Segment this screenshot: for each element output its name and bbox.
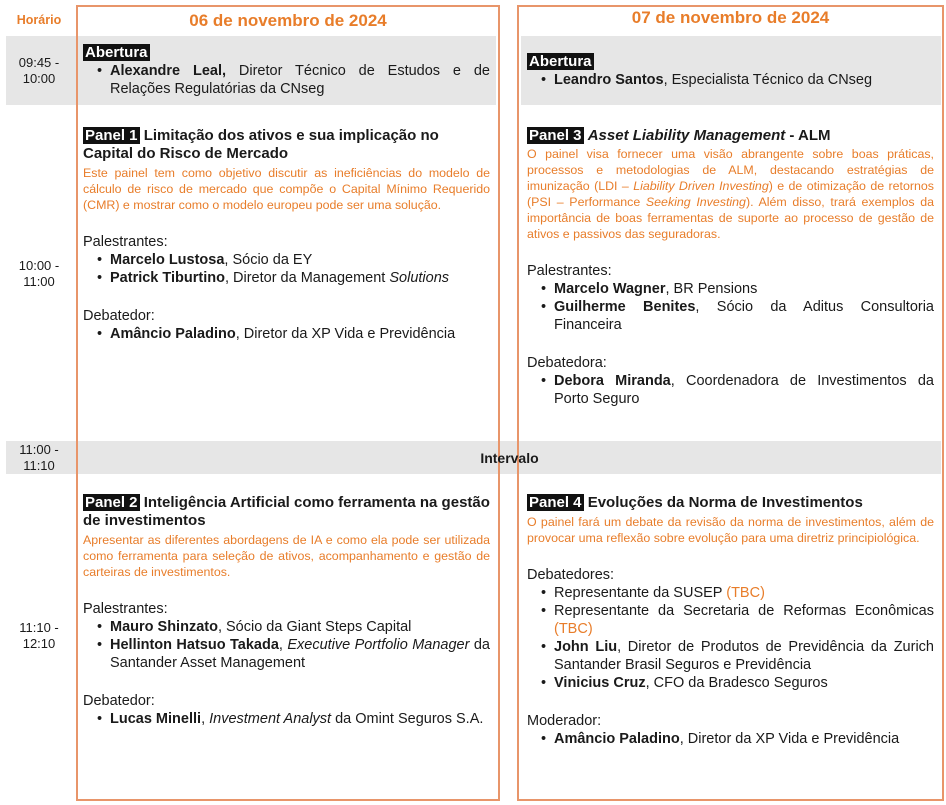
panel-description: O painel visa fornecer uma visão abrangente sobre boas práticas, processos e metodologias de ALM, destacando estratégias de imunização (LDI – Liability Driven Investing) e de otimização de retornos (PSI – Performance Seeking Investing). Além disso, trará exemplos da importância de boas ferramentas de suporte ao processo de gestão de ativos e passivos das seguradoras. xyxy=(527,147,935,241)
panel-description: Este painel tem como objetivo discutir as ineficiências do modelo de cálculo de risco de mercado que compõe o Capital Mínimo Requerido (CMR) e mostrar como o modelo europeu pode ser uma solução. xyxy=(83,166,490,212)
panel-title: Panel 2 Inteligência Artificial como ferramenta na gestão de investimentos xyxy=(83,494,490,529)
list-item: • Debora Miranda, Coordenadora de Investimentos da Porto Seguro xyxy=(527,372,934,408)
list-item: • John Liu, Diretor de Produtos de Previdência da Zurich Santander Brasil Seguros e Previdência xyxy=(527,638,934,674)
panel-title: Panel 3 Asset Liability Management - ALM xyxy=(529,127,831,144)
list-item: • Leandro Santos, Especialista Técnico da CNseg xyxy=(527,71,934,89)
abertura-label: Abertura xyxy=(85,44,148,61)
debater-label: Debatedor: xyxy=(83,693,155,709)
time-slot-3: 11:00 - 11:10 xyxy=(19,442,59,473)
list-item: • Marcelo Lustosa, Sócio da EY xyxy=(83,251,490,269)
moderator-label: Moderador: xyxy=(527,713,602,729)
speakers-label: Palestrantes: xyxy=(527,263,612,279)
day1-panel2 xyxy=(83,494,490,728)
panel-title: Panel 4 Evoluções da Norma de Investimentos xyxy=(529,494,863,511)
list-item: • Amâncio Paladino, Diretor da XP Vida e Previdência xyxy=(527,730,934,748)
day2-header: 07 de novembro de 2024 xyxy=(631,8,830,27)
list-item: • Amâncio Paladino, Diretor da XP Vida e Previdência xyxy=(83,325,490,343)
day1-panel1 xyxy=(83,127,490,343)
debater-label: Debatedora: xyxy=(527,355,607,371)
list-item: • Marcelo Wagner, BR Pensions xyxy=(527,280,934,298)
list-item: • Mauro Shinzato, Sócio da Giant Steps Capital xyxy=(83,618,490,636)
abertura-label: Abertura xyxy=(529,53,592,70)
speakers-label: Palestrantes: xyxy=(83,601,168,617)
speakers-label: Palestrantes: xyxy=(83,234,168,250)
list-item: • Guilherme Benites, Sócio da Aditus Consultoria Financeira xyxy=(527,298,934,334)
interval-label: Intervalo xyxy=(480,450,539,466)
time-slot-1: 09:45 - 10:00 xyxy=(18,55,60,86)
day2-abertura xyxy=(527,53,934,89)
time-slot-4: 11:10 - 12:10 xyxy=(19,620,59,651)
day1-abertura xyxy=(83,44,490,98)
time-slot-2: 10:00 - 11:00 xyxy=(18,258,60,289)
debaters-label: Debatedores: xyxy=(527,567,615,583)
debater-label: Debatedor: xyxy=(83,308,155,324)
list-item: • Hellinton Hatsuo Takada, Executive Portfolio Manager da Santander Asset Management xyxy=(83,636,490,672)
panel-description: Apresentar as diferentes abordagens de IA e como ela pode ser utilizada como ferramenta para seleção de ativos, acompanhamento e gestão de carteiras de investimentos. xyxy=(83,533,490,579)
list-item: • Alexandre Leal, Diretor Técnico de Estudos e de Relações Regulatórias da CNseg xyxy=(83,62,490,98)
horario-header: Horário xyxy=(16,13,62,27)
list-item: • Vinicius Cruz, CFO da Bradesco Seguros xyxy=(527,674,934,692)
panel-title: Panel 1 Limitação dos ativos e sua implicação no Capital do Risco de Mercado xyxy=(83,127,439,162)
panel-description: O painel fará um debate da revisão da norma de investimentos, além de provocar uma reflexão sobre evolução para uma diretriz principiológica. xyxy=(527,515,934,545)
list-item: • Patrick Tiburtino, Diretor da Management Solutions xyxy=(83,269,490,287)
list-item: • Lucas Minelli, Investment Analyst da Omint Seguros S.A. xyxy=(83,710,490,728)
day2-panel3 xyxy=(527,127,934,408)
list-item: • Representante da Secretaria de Reformas Econômicas (TBC) xyxy=(527,602,934,638)
day2-panel4 xyxy=(527,494,934,748)
day1-header: 06 de novembro de 2024 xyxy=(189,11,387,30)
list-item: • Representante da SUSEP (TBC) xyxy=(527,584,934,602)
